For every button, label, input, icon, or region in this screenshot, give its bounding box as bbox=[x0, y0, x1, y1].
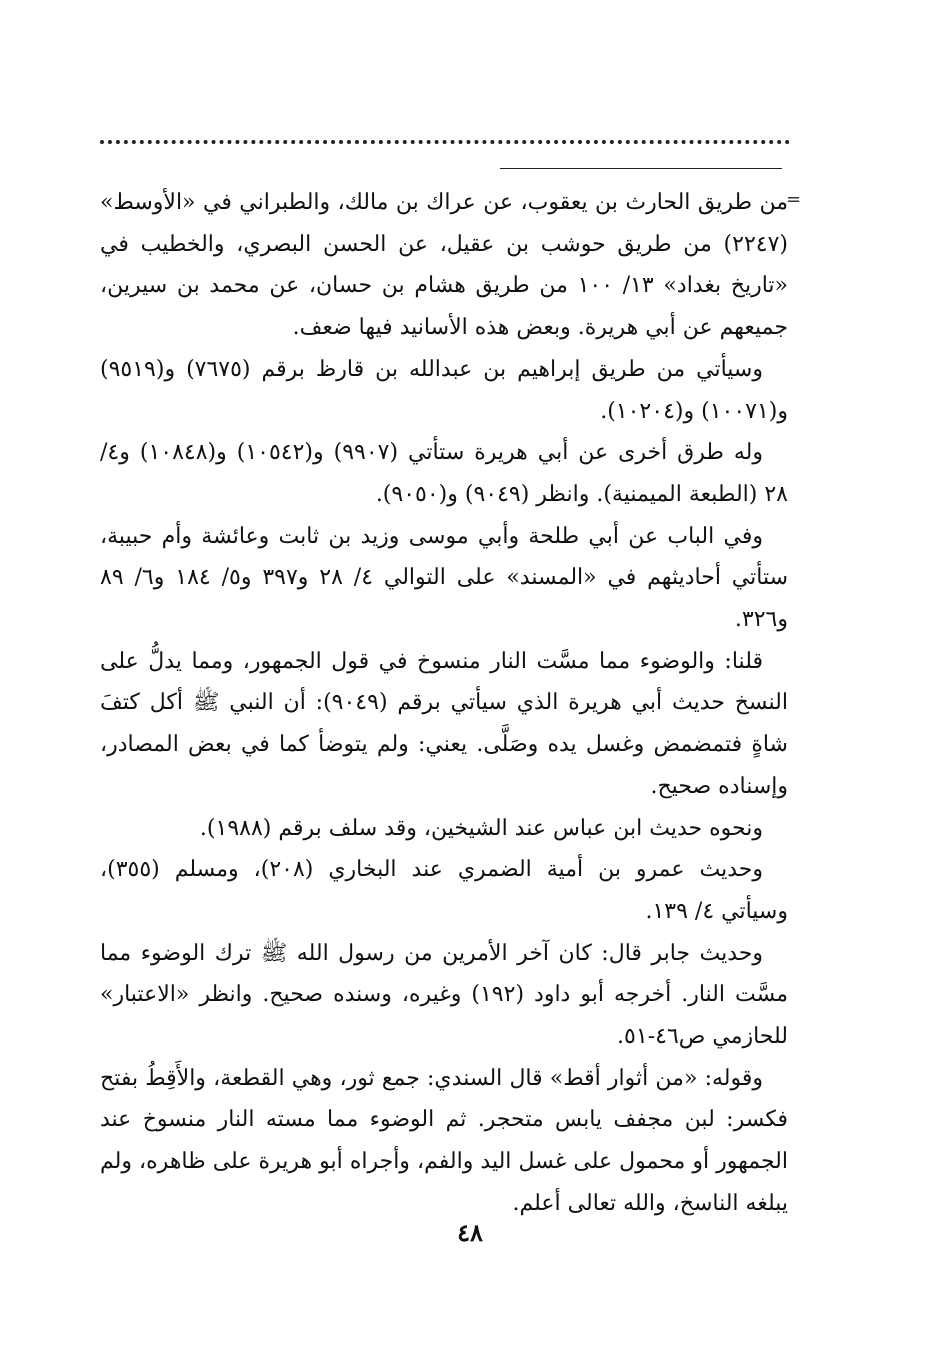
paragraph: وحديث جابر قال: كان آخر الأمرين من رسول الله ﷺ ترك الوضوء مما مسَّت النار. أخرجه أبو داود (١٩٢) وغيره، وسنده صحيح. وانظر «الاعتبار» للحازمي ص٤٦-٥١. bbox=[100, 940, 788, 1050]
paragraph: وقوله: «من أثوار أقط» قال السندي: جمع ثور، وهي القطعة، والأَقِطُ بفتح فكسر: لبن مجفف يابس متحجر. ثم الوضوء مما مسته النار منسوخ عند الجمهور أو محمول على غسل اليد والفم، وأجراه أبو هريرة على ظاهره، ولم يبلغه الناسخ، والله تعالى أعلم. bbox=[100, 1065, 788, 1216]
paragraph: وفي الباب عن أبي طلحة وأبي موسى وزيد بن ثابت وعائشة وأم حبيبة، ستأتي أحاديثهم في «المسند» على التوالي ٤/ ٢٨ و٣٩٧ و٥/ ١٨٤ و٦/ ٨٩ و٣٢٦. bbox=[100, 523, 789, 633]
continuation-mark: = bbox=[786, 189, 802, 210]
paragraph: من طريق الحارث بن يعقوب، عن عراك بن مالك، والطبراني في «الأوسط» (٢٢٤٧) من طريق حوشب بن عقيل، عن الحسن البصري، والخطيب في «تاريخ بغداد» ١٣/ ١٠٠ من طريق هشام بن حسان، عن محمد بن سيرين، جميعهم عن أبي هريرة. وبعض هذه الأسانيد فيها ضعف. bbox=[100, 190, 788, 341]
paragraph: وسيأتي من طريق إبراهيم بن عبدالله بن قارظ برقم (٧٦٧٥) و(٩٥١٩) و(١٠٠٧١) و(١٠٢٠٤). bbox=[100, 356, 788, 424]
footnote-body bbox=[100, 182, 788, 1225]
paragraph: وله طرق أخرى عن أبي هريرة ستأتي (٩٩٠٧) و(١٠٥٤٢) و(١٠٨٤٨) و٤/ ٢٨ (الطبعة الميمنية). وانظر (٩٠٤٩) و(٩٠٥٠). bbox=[100, 440, 788, 507]
footnote-rule bbox=[500, 168, 782, 169]
paragraph: قلنا: والوضوء مما مسَّت النار منسوخ في قول الجمهور، ومما يدلُّ على النسخ حديث أبي هريرة الذي سيأتي برقم (٩٠٤٩): أن النبي ﷺ أكل كتفَ شاةٍ فتمضمض وغسل يده وصَلَّى. يعني: ولم يتوضأ كما في بعض المصادر، وإسناده صحيح. bbox=[100, 648, 788, 799]
paragraph: ونحوه حديث ابن عباس عند الشيخين، وقد سلف برقم (١٩٨٨). bbox=[199, 815, 763, 841]
dotted-separator bbox=[100, 140, 790, 158]
paragraph: وحديث عمرو بن أمية الضمري عند البخاري (٢٠٨)، ومسلم (٣٥٥)، وسيأتي ٤/ ١٣٩. bbox=[100, 857, 788, 924]
page-number: ٤٨ bbox=[457, 1218, 483, 1247]
